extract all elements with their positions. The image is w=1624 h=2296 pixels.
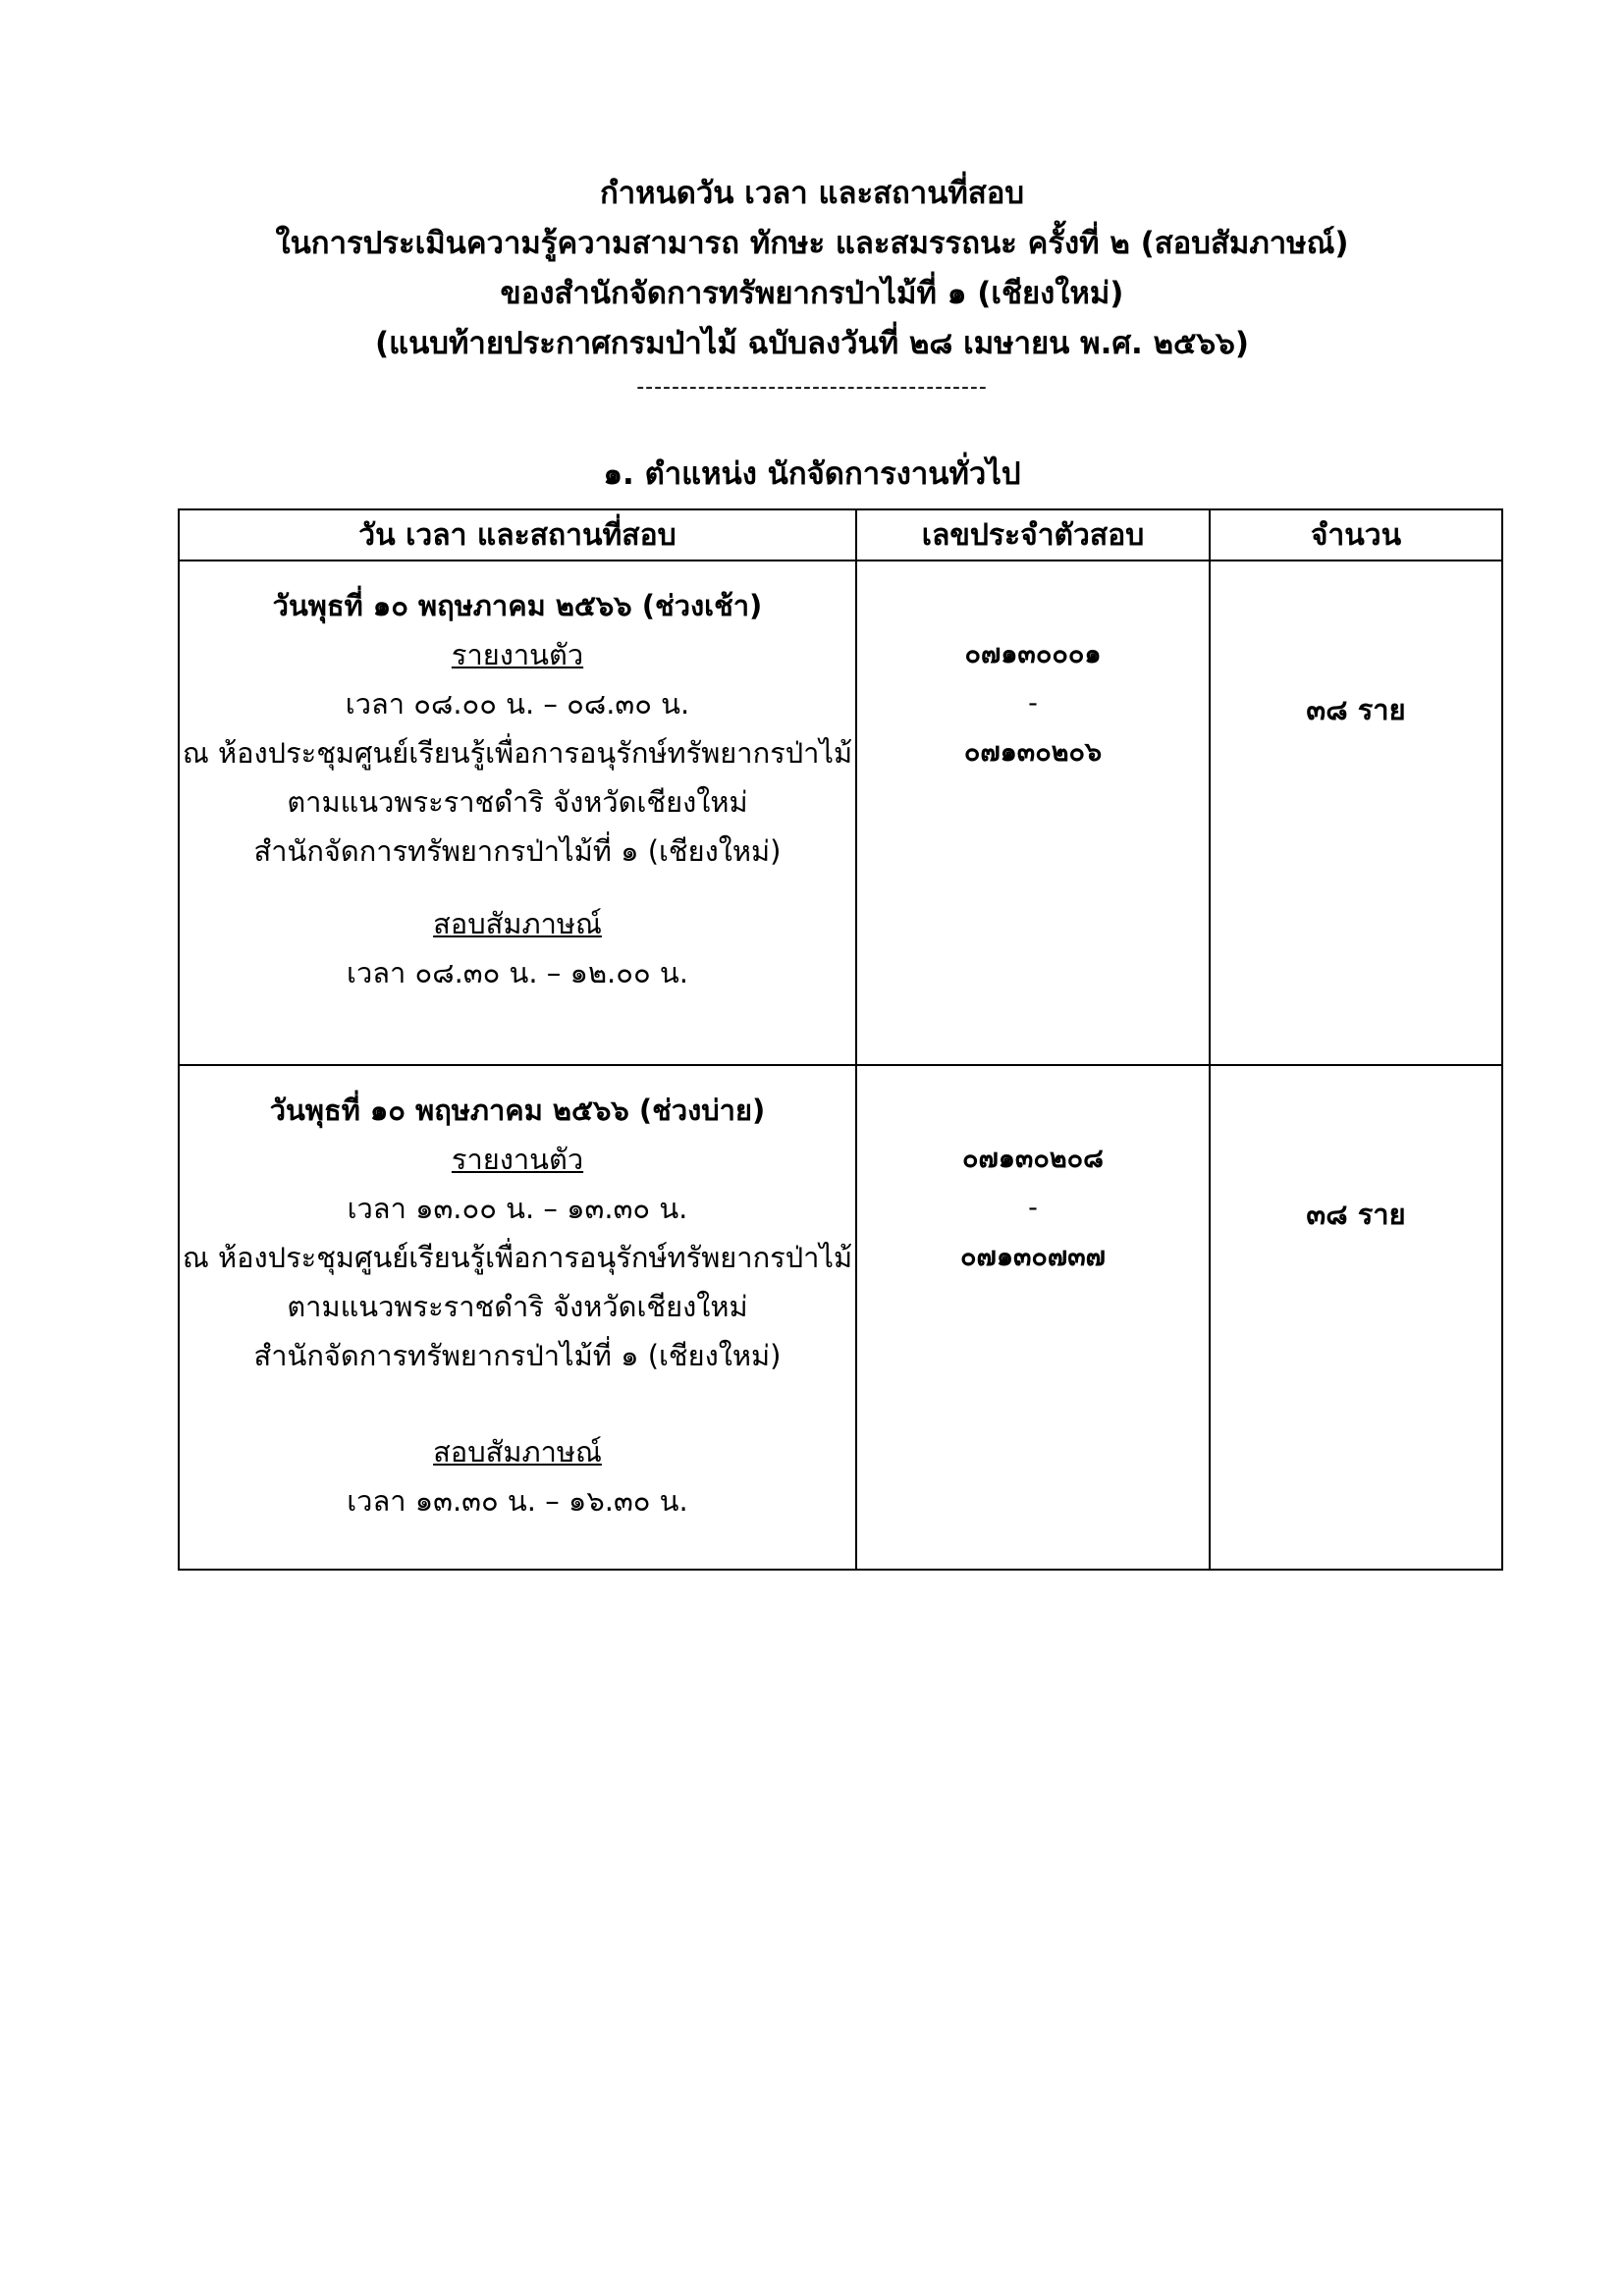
exam-id-cell-morning bbox=[856, 561, 1210, 1065]
venue-line-2: ตามแนวพระราชดำริ จังหวัดเชียงใหม่ bbox=[287, 1290, 748, 1323]
interview-time: เวลา ๑๓.๓๐ น. – ๑๖.๓๐ น. bbox=[347, 1484, 688, 1518]
session-date: วันพุธที่ ๑๐ พฤษภาคม ๒๕๖๖ (ช่วงเช้า) bbox=[272, 589, 763, 622]
table-row-afternoon bbox=[179, 1065, 1502, 1570]
interview-time: เวลา ๐๘.๓๐ น. – ๑๒.๐๐ น. bbox=[347, 956, 688, 989]
session-date: วันพุธที่ ๑๐ พฤษภาคม ๒๕๖๖ (ช่วงบ่าย) bbox=[269, 1094, 766, 1127]
exam-id-cell-afternoon bbox=[856, 1065, 1210, 1570]
candidate-count: ๓๘ ราย bbox=[1306, 1198, 1406, 1231]
section-title: ๑. ตำแหน่ง นักจัดการงานทั่วไป bbox=[603, 456, 1021, 492]
report-label: รายงานตัว bbox=[451, 638, 584, 671]
venue-line-1: ณ ห้องประชุมศูนย์เรียนรู้เพื่อการอนุรักษ์ทรัพยากรป่าไม้ bbox=[182, 1241, 853, 1274]
title-line-3: ของสำนักจัดการทรัพยากรป่าไม้ที่ ๑ (เชียงใหม่) bbox=[500, 276, 1124, 311]
report-time: เวลา ๐๘.๐๐ น. – ๐๘.๓๐ น. bbox=[345, 687, 690, 721]
schedule-table bbox=[178, 508, 1503, 1571]
column-header-exam-id: เลขประจำตัวสอบ bbox=[856, 509, 1210, 561]
venue-line-3: สำนักจัดการทรัพยากรป่าไม้ที่ ๑ (เชียงใหม่) bbox=[253, 834, 782, 868]
exam-id-separator: - bbox=[1028, 1193, 1038, 1223]
table-row-morning bbox=[179, 561, 1502, 1065]
interview-label: สอบสัมภาษณ์ bbox=[433, 907, 602, 940]
count-cell-morning bbox=[1210, 561, 1502, 1065]
venue-line-3: สำนักจัดการทรัพยากรป่าไม้ที่ ๑ (เชียงใหม่) bbox=[253, 1339, 782, 1372]
exam-id-to: ๐๗๑๓๐๒๐๖ bbox=[963, 737, 1103, 768]
report-label: รายงานตัว bbox=[451, 1143, 584, 1176]
divider-line: ---------------------------------------- bbox=[636, 375, 988, 400]
column-header-count: จำนวน bbox=[1210, 509, 1502, 561]
title-line-4: (แนบท้ายประกาศกรมป่าไม้ ฉบับลงวันที่ ๒๘ เมษายน พ.ศ. ๒๕๖๖) bbox=[374, 326, 1250, 361]
venue-line-2: ตามแนวพระราชดำริ จังหวัดเชียงใหม่ bbox=[287, 785, 748, 819]
exam-id-from: ๐๗๑๓๐๐๐๑ bbox=[964, 639, 1102, 669]
spacer bbox=[180, 1380, 855, 1427]
table-header-row bbox=[179, 509, 1502, 561]
spacer bbox=[180, 876, 855, 899]
title-line-2: ในการประเมินความรู้ความสามารถ ทักษะ และสมรรถนะ ครั้งที่ ๒ (สอบสัมภาษณ์) bbox=[275, 226, 1349, 261]
column-header-datetime-place: วัน เวลา และสถานที่สอบ bbox=[179, 509, 856, 561]
title-line-1: กำหนดวัน เวลา และสถานที่สอบ bbox=[599, 176, 1025, 211]
report-time: เวลา ๑๓.๐๐ น. – ๑๓.๓๐ น. bbox=[347, 1192, 688, 1225]
exam-id-separator: - bbox=[1028, 688, 1038, 719]
exam-id-from: ๐๗๑๓๐๒๐๘ bbox=[962, 1144, 1104, 1174]
schedule-cell-morning bbox=[179, 561, 856, 1065]
count-cell-afternoon bbox=[1210, 1065, 1502, 1570]
exam-id-to: ๐๗๑๓๐๗๓๗ bbox=[960, 1242, 1106, 1272]
interview-label: สอบสัมภาษณ์ bbox=[433, 1435, 602, 1468]
schedule-cell-afternoon bbox=[179, 1065, 856, 1570]
venue-line-1: ณ ห้องประชุมศูนย์เรียนรู้เพื่อการอนุรักษ์ทรัพยากรป่าไม้ bbox=[182, 736, 853, 770]
candidate-count: ๓๘ ราย bbox=[1306, 693, 1406, 726]
